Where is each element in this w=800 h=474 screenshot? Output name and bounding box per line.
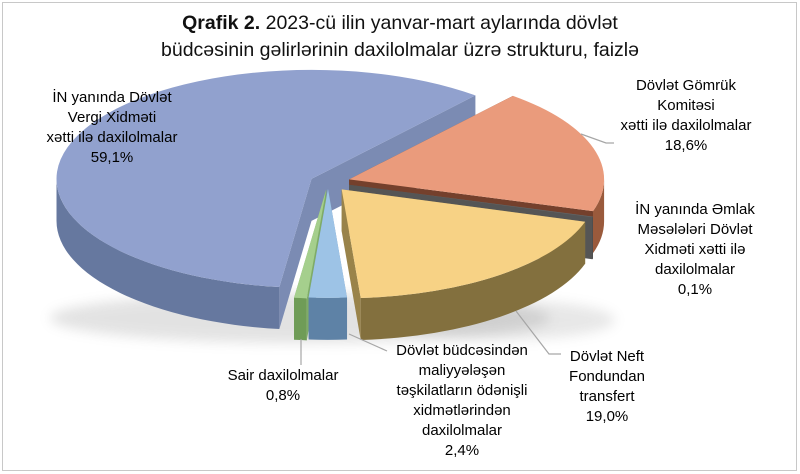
value-vergi: 59,1%	[90, 149, 134, 166]
label-line: daxilolmalar	[654, 261, 736, 278]
label-line: Dövlət Neft	[569, 348, 645, 365]
value-budce: 2,4%	[444, 442, 480, 459]
label-line: təşkilatların ödənişli	[396, 382, 528, 399]
label-emlak	[635, 200, 755, 300]
chart-title	[0, 10, 800, 64]
label-line: Komitəsi	[657, 97, 715, 114]
label-line: Vergi Xidməti	[67, 109, 157, 126]
label-vergi	[47, 88, 178, 168]
label-line: xidmətlərindən	[413, 402, 511, 419]
label-line: Dövlət büdcəsindən	[396, 342, 528, 359]
label-budce	[396, 341, 528, 461]
label-line: daxilolmalar	[421, 422, 503, 439]
label-line: Xidməti xətti ilə	[644, 241, 746, 258]
label-line: İN yanında Dövlət	[52, 89, 172, 106]
chart-title-number: Qrafik 2.	[182, 12, 261, 34]
label-line: Sair daxilolmalar	[227, 367, 339, 384]
value-neft: 19,0%	[585, 408, 629, 425]
label-line: Fondundan	[569, 368, 645, 385]
chart-title-line1	[0, 10, 800, 37]
label-gomruk	[621, 76, 752, 156]
pie-rim-sair	[294, 298, 307, 341]
pie-rim-budce	[309, 298, 347, 340]
label-line: xətti ilə daxilolmalar	[46, 129, 178, 146]
value-sair: 0,8%	[265, 387, 301, 404]
label-line: İN yanında Əmlak	[635, 201, 755, 218]
label-line: Dövlət Gömrük	[635, 77, 737, 94]
label-line: Məsələləri Dövlət	[637, 221, 753, 238]
value-emlak: 0,1%	[677, 281, 713, 298]
chart-title-text: 2023-cü ilin yanvar-mart aylarında dövlət	[265, 12, 618, 34]
label-line: maliyyələşən	[418, 362, 506, 379]
label-line: xətti ilə daxilolmalar	[620, 117, 752, 134]
value-gomruk: 18,6%	[664, 137, 708, 154]
label-sair	[228, 366, 339, 406]
chart-title-line2: büdcəsinin gəlirlərinin daxilolmalar üzrə strukturu, faizlə	[161, 39, 639, 61]
label-line: transfert	[579, 388, 635, 405]
label-neft	[569, 347, 645, 427]
